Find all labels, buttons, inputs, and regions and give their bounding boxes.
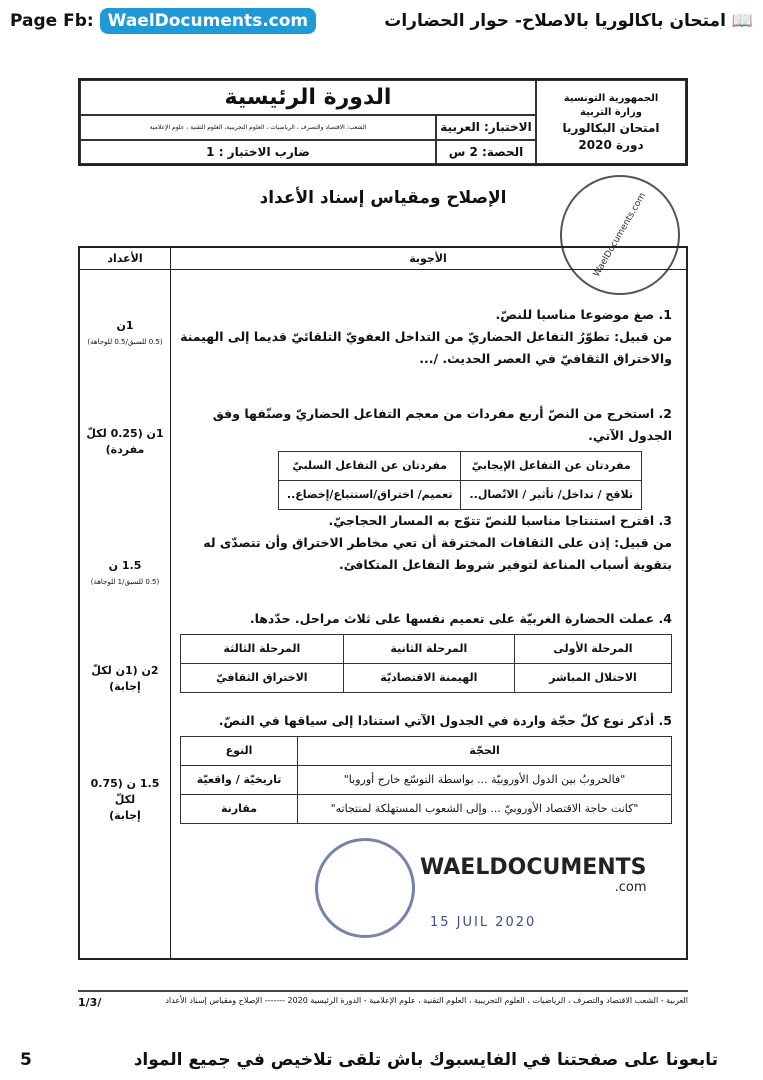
book-icon: 📖	[725, 11, 753, 31]
stamp-date: 15 JUIL 2020	[430, 915, 537, 930]
q1-answer: من قبيل: تطوّرُ التفاعل الحضاريّ من التداخل العفويّ التلقائيّ قديما إلى الهيمنة والاختراق الثقافيّ في العصر الحديث. /...	[180, 329, 672, 366]
q4-table: المرحلة الأولى المرحلة الثانية المرحلة الثالثة الاحتلال المباشر الهيمنة الاقتصاديّة الاختراق الثقافيّ	[180, 634, 672, 693]
exam: امتحان البكالوريا	[562, 120, 660, 135]
q4-score: 2ن (1ن لكلّ إجابة)	[91, 664, 159, 693]
page-number: 1/3/	[78, 996, 102, 1009]
q5-score: 1.5 ن (0.75 لكلّ إجابة)	[90, 777, 160, 822]
q4	[180, 608, 672, 693]
banner-title	[384, 11, 753, 31]
top-banner	[0, 0, 763, 42]
session: الدورة الرئيسية	[80, 80, 536, 115]
branches: الشعب: الاقتصاد والتصرف ، الرياضيات ، العلوم التجريبية، العلوم التقنية ، علوم الإعلامية	[80, 115, 436, 139]
q1	[180, 304, 672, 370]
exam-header	[78, 78, 688, 166]
bottom-banner	[0, 1040, 763, 1080]
page-footer	[78, 990, 688, 1009]
ministry: وزارة التربية	[580, 106, 642, 118]
q2-question: 2. استخرج من النصّ أربع مفردات من معجم التفاعل الحضاريّ وصنّفها وفق الجدول الآتي.	[212, 406, 672, 443]
site-link[interactable]: WaelDocuments.com	[100, 8, 316, 34]
doc-title: الإصلاح ومقياس إسناد الأعداد	[259, 188, 507, 208]
q3-question: 3. اقترح استنتاجا مناسبا للنصّ تتوّج به المسار الحجاجيّ.	[328, 513, 672, 528]
q5-table: الحجّة النوع "فالحروبُ بين الدول الأوروبيّة ... بواسطة التوسّع خارج أوروبا" تاريخيّة / واقعيّة "كانت حاجة الاقتصاد الأوروبيّ ... وإلى الشعوب المستهلكة لمنتجاته" مقارنة	[180, 736, 672, 824]
q1-score: 1ن (0.5 للسبق/0.5 للوجاهة)	[87, 319, 163, 346]
country: الجمهورية التونسية	[563, 92, 659, 104]
institution	[536, 80, 686, 164]
q2	[180, 403, 672, 510]
column-divider	[170, 248, 171, 958]
session-year: دورة 2020	[578, 137, 644, 152]
q3-score: 1.5 ن (0.5 للسبق/1 للوجاهة)	[90, 559, 160, 586]
wael-logo: WAELDOCUMENTS .com	[420, 855, 647, 895]
watermark-site: WaelDocuments.com	[591, 191, 649, 279]
q5	[180, 710, 672, 824]
q3-answer: من قبيل: إذن على الثقافات المخترقة أن تعي مخاطر الاختراق وأن تتصدّى له بتقوية أسباب المناعة لتوفير شروط التفاعل المتكافئ.	[203, 535, 672, 572]
duration: الحصة: 2 س	[436, 140, 536, 164]
answers-header: الأجوبة	[170, 248, 686, 270]
banner-title-text: امتحان باكالوريا بالاصلاح- حوار الحضارات	[384, 11, 726, 31]
q2-table: مفردتان عن التفاعل الإيجابيّ مفردتان عن التفاعل السلبيّ تلاقح / تداخل/ تأثير / الاتّصال.. تعميم/ اختراق/استتباع/إخضاع..	[278, 451, 642, 510]
facebook-page	[10, 8, 316, 34]
footer-text: العربية - الشعب الاقتصاد والتصرف ، الرياضيات ، العلوم التجريبية ، العلوم التقنية ، علوم الإعلامية - الدورة الرئيسية 2020 ------- الإصلاح ومقياس إسناد الأعداد	[165, 996, 688, 1005]
follow-text: تابعونا على صفحتنا في الفايسبوك باش تلقى تلاخيص في جميع المواد	[133, 1050, 718, 1070]
scores-header: الأعداد	[80, 248, 170, 270]
subject: الاختبار: العربية	[436, 115, 536, 139]
official-stamp	[315, 838, 415, 938]
sheet-number: 5	[20, 1050, 32, 1070]
q5-question: 5. أذكر نوع كلّ حجّة واردة في الجدول الآتي استنادا إلى سياقها في النصّ.	[218, 713, 672, 728]
q4-question: 4. عملت الحضارة الغربيّة على تعميم نفسها على ثلاث مراحل. حدّدها.	[249, 611, 672, 626]
fb-prefix: Page Fb:	[10, 11, 94, 31]
q3	[180, 510, 672, 576]
coefficient: ضارب الاختبار : 1	[80, 140, 436, 164]
q2-score: 1ن (0.25 لكلّ مفردة)	[86, 427, 164, 456]
q1-question: 1. صغ موضوعا مناسبا للنصّ.	[495, 307, 672, 322]
